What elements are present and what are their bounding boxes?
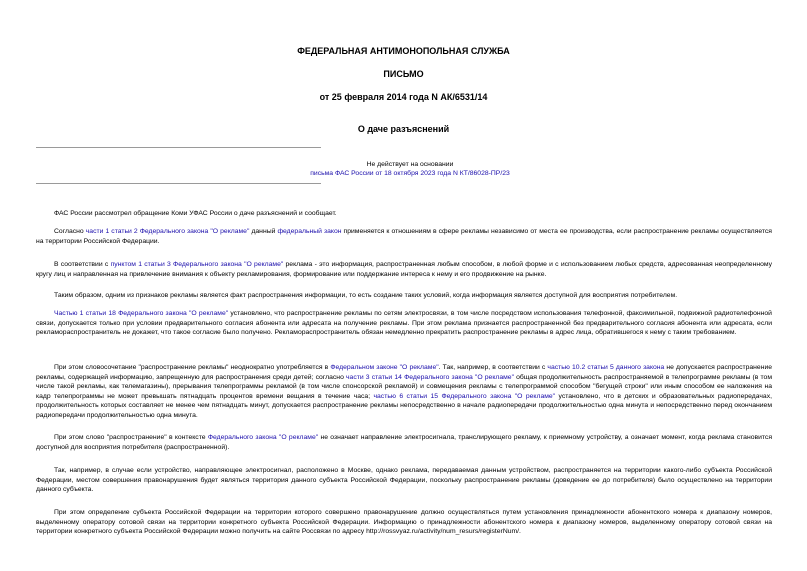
law-link[interactable]: пунктом 1 статьи 3 Федерального закона "О рекламе"	[110, 261, 284, 268]
paragraph-5: Частью 1 статьи 18 Федерального закона "О рекламе" установлено, что распространение рекламы по сетям электросвязи, в том числе посредством использования телефонной, факсимильной, подвижной радиотелефонной связи, допускается только при условии предварительного согласия абонента или адресата на получение рекламы. При этом реклама признается распространенной без предварительного согласия абонента или адресата, если рекламораспространитель не докажет, что такое согласие было получено. Рекламораспространитель обязан немедленно прекратить распространение рекламы в адрес лица, обратившегося к нему с таким требованием.	[36, 310, 772, 336]
paragraph-2: Согласно части 1 статьи 2 Федерального закона "О рекламе" данный федеральный закон применяется к отношениям в сфере рекламы независимо от места ее производства, если распространение рекламы осуществляется на территории Российской Федерации.	[36, 228, 772, 245]
law-link[interactable]: Федерального закона "О рекламе"	[207, 434, 319, 441]
document-date-number: от 25 февраля 2014 года N АК/6531/14	[319, 92, 488, 102]
document-type: ПИСЬМО	[383, 69, 424, 79]
law-link[interactable]: частью 6 статьи 15 Федерального закона "О рекламе"	[373, 392, 556, 400]
law-link[interactable]: Частью 1 статьи 18 Федерального закона "О рекламе"	[54, 310, 229, 317]
divider-bottom	[36, 183, 321, 184]
law-link[interactable]: части 3 статьи 14 Федерального закона "О рекламе"	[346, 373, 514, 381]
document-subject: О даче разъяснений	[357, 124, 450, 134]
status-link[interactable]: письма ФАС России от 18 октября 2023 года N КТ/86028-ПР/23	[310, 170, 510, 177]
law-link[interactable]: Федеральном законе "О рекламе"	[330, 364, 439, 371]
paragraph-7: При этом слово "распространение" в контексте Федерального закона "О рекламе" не означает направление электросигнала, транслирующего рекламу, к приемному устройству, а означает момент, когда реклама становится доступной для восприятия потребителя (распространенной).	[36, 434, 772, 451]
law-link[interactable]: части 1 статьи 2 Федерального закона "О рекламе"	[85, 228, 250, 235]
paragraph-4: Таким образом, одним из признаков рекламы является факт распространения информации, то есть создание таких условий, когда информация является доступной для восприятия потребителем.	[54, 292, 678, 299]
law-link[interactable]: федеральный закон	[277, 228, 342, 235]
paragraph-3: В соответствии с пунктом 1 статьи 3 Федерального закона "О рекламе" реклама - это информация, распространенная любым способом, в любой форме и с использованием любых средств, адресованная неопределенному кругу лиц и направленная на привлечение внимания к объекту рекламирования, формирование или поддержание интереса к нему и его продвижение на рынке.	[36, 261, 773, 278]
paragraph-8: Так, например, в случае если устройство, направляющее электросигнал, расположено в Москве, однако реклама, передаваемая данным устройством, распространяется на территории какого-либо субъекта Российской Федерации, местом совершения правонарушения будет являться территория данного субъекта Российской Федерации, поскольку распространение рекламы (доведение ее до потребителя) было осуществлено на территории данного субъекта.	[36, 467, 772, 493]
law-link[interactable]: частью 10.2 статьи 5 данного закона	[547, 364, 665, 371]
agency-title: ФЕДЕРАЛЬНАЯ АНТИМОНОПОЛЬНАЯ СЛУЖБА	[297, 46, 510, 56]
paragraph-6: При этом словосочетание "распространение рекламы" неоднократно употребляется в Федеральном законе "О рекламе". Так, например, в соответствии с частью 10.2 статьи 5 данного закона не допускается распространение рекламы, содержащей информацию, запрещенную для распространения среди детей; согласно части 3 статьи 14 Федерального закона "О рекламе" общая продолжительность распространяемой в телепрограмме рекламы (в том числе такой рекламы, как телемагазины), прерывания телепрограммы рекламой (в том числе спонсорской рекламой) и совмещения рекламы с телепрограммой способом "бегущей строки" или иным способом ее наложения на кадр телепрограммы не может превышать пятнадцать процентов времени вещания в течение часа; частью 6 статьи 15 Федерального закона "О рекламе" установлено, что в детских и образовательных радиопередачах, продолжительность которых составляет не менее чем пятнадцать минут, допускается распространение рекламы непосредственно в начале радиопередачи продолжительностью одна минута и непосредственно перед окончанием радиопередачи продолжительностью одна минута.	[36, 364, 773, 419]
status-text: Не действует на основании	[366, 161, 454, 168]
paragraph-1: ФАС России рассмотрел обращение Коми УФАС России о даче разъяснений и сообщает.	[54, 210, 337, 217]
status-notice	[260, 160, 560, 178]
divider-top	[36, 147, 321, 148]
paragraph-9: При этом определение субъекта Российской Федерации на территории которого совершено правонарушение должно осуществляться путем установления принадлежности абонентского номера к диапазону номеров, выделенному оператору сотовой связи на территории конкретного субъекта Российской Федерации. Информацию о принадлежности абонентского номера к диапазону номеров, выделенному оператору сотовой связи на территории конкретного субъекта Российской Федерации можно получить на сайте Россвязи по адресу http://rossvyaz.ru/activity/num_resurs/registerNum/.	[36, 509, 772, 535]
